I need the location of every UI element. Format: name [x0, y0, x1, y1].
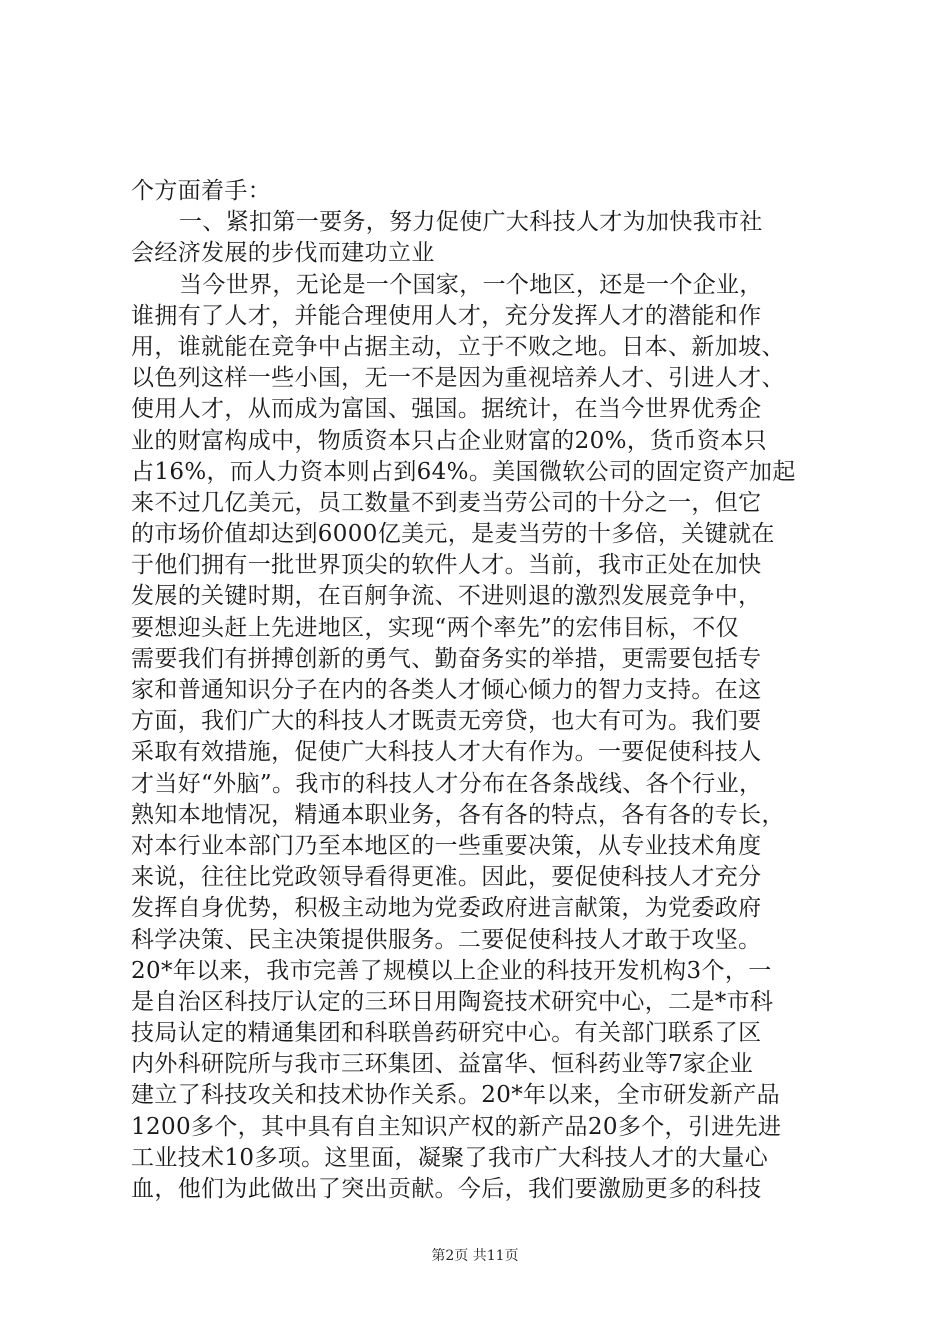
- text-line: 用，谁就能在竞争中占据主动，立于不败之地。日本、新加坡、: [131, 333, 785, 360]
- text-line: 技局认定的精通集团和科联兽药研究中心。有关部门联系了区: [131, 1020, 762, 1047]
- text-line: 方面，我们广大的科技人才既责无旁贷，也大有可为。我们要: [131, 708, 762, 735]
- text-line: 是自治区科技厅认定的三环日用陶瓷技术研究中心，二是*市科: [131, 988, 774, 1015]
- text-line: 于他们拥有一批世界顶尖的软件人才。当前，我市正处在加快: [131, 552, 762, 579]
- text-line: 工业技术10多项。这里面，凝聚了我市广大科技人才的大量心: [131, 1144, 769, 1171]
- text-line: 业的财富构成中，物质资本只占企业财富的20%，货币资本只: [131, 427, 767, 454]
- section-heading-line: 一、紧扣第一要务，努力促使广大科技人才为加快我市社: [179, 209, 763, 236]
- text-line: 发挥自身优势，积极主动地为党委政府进言献策，为党委政府: [131, 895, 762, 922]
- text-line: 科学决策、民主决策提供服务。二要促使科技人才敢于攻坚。: [131, 926, 762, 953]
- text-line: 的市场价值却达到6000亿美元，是麦当劳的十多倍，关键就在: [131, 521, 775, 548]
- text-line: 血，他们为此做出了突出贡献。今后，我们要激励更多的科技: [131, 1176, 762, 1202]
- section-heading-line: 会经济发展的步伐而建功立业: [131, 240, 435, 267]
- text-line: 建立了科技攻关和技术协作关系。20*年以来，全市研发新产品: [131, 1082, 780, 1109]
- paragraph-first-line: 当今世界，无论是一个国家，一个地区，还是一个企业，: [179, 271, 763, 298]
- text-line: 20*年以来，我市完善了规模以上企业的科技开发机构3个，一: [131, 957, 772, 984]
- text-line: 对本行业本部门乃至本地区的一些重要决策，从专业技术角度: [131, 832, 762, 859]
- text-line: 谁拥有了人才，并能合理使用人才，充分发挥人才的潜能和作: [131, 302, 762, 329]
- page-footer: [0, 1245, 950, 1265]
- text-line: 来说，往往比党政领导看得更准。因此，要促使科技人才充分: [131, 864, 762, 891]
- text-line: 使用人才，从而成为富国、强国。据统计，在当今世界优秀企: [131, 396, 762, 423]
- text-line: 需要我们有拼搏创新的勇气、勤奋务实的举措，更需要包括专: [131, 645, 762, 672]
- text-line: 个方面着手：: [131, 178, 272, 204]
- text-line: 才当好“外脑”。我市的科技人才分布在各条战线、各个行业，: [131, 770, 763, 797]
- text-line: 以色列这样一些小国，无一不是因为重视培养人才、引进人才、: [131, 365, 785, 392]
- text-line: 发展的关键时期，在百舸争流、不进则退的激烈发展竞争中，: [131, 583, 762, 610]
- text-line: 内外科研院所与我市三环集团、益富华、恒科药业等7家企业: [131, 1051, 754, 1078]
- text-line: 来不过几亿美元，员工数量不到麦当劳公司的十分之一，但它: [131, 489, 762, 516]
- text-line: 采取有效措施，促使广大科技人才大有作为。一要促使科技人: [131, 739, 762, 766]
- text-line: 1200多个，其中具有自主知识产权的新产品20多个，引进先进: [131, 1113, 782, 1140]
- text-line: 熟知本地情况，精通本职业务，各有各的特点，各有各的专长，: [131, 801, 785, 828]
- text-line: 家和普通知识分子在内的各类人才倾心倾力的智力支持。在这: [131, 677, 762, 703]
- page-number-label: 第2页 共11页: [431, 1248, 519, 1264]
- text-line: 要想迎头赶上先进地区，实现“两个率先”的宏伟目标，不仅: [131, 614, 739, 641]
- document-body: [131, 176, 831, 1205]
- text-line: 占16%，而人力资本则占到64%。美国微软公司的固定资产加起: [131, 458, 796, 485]
